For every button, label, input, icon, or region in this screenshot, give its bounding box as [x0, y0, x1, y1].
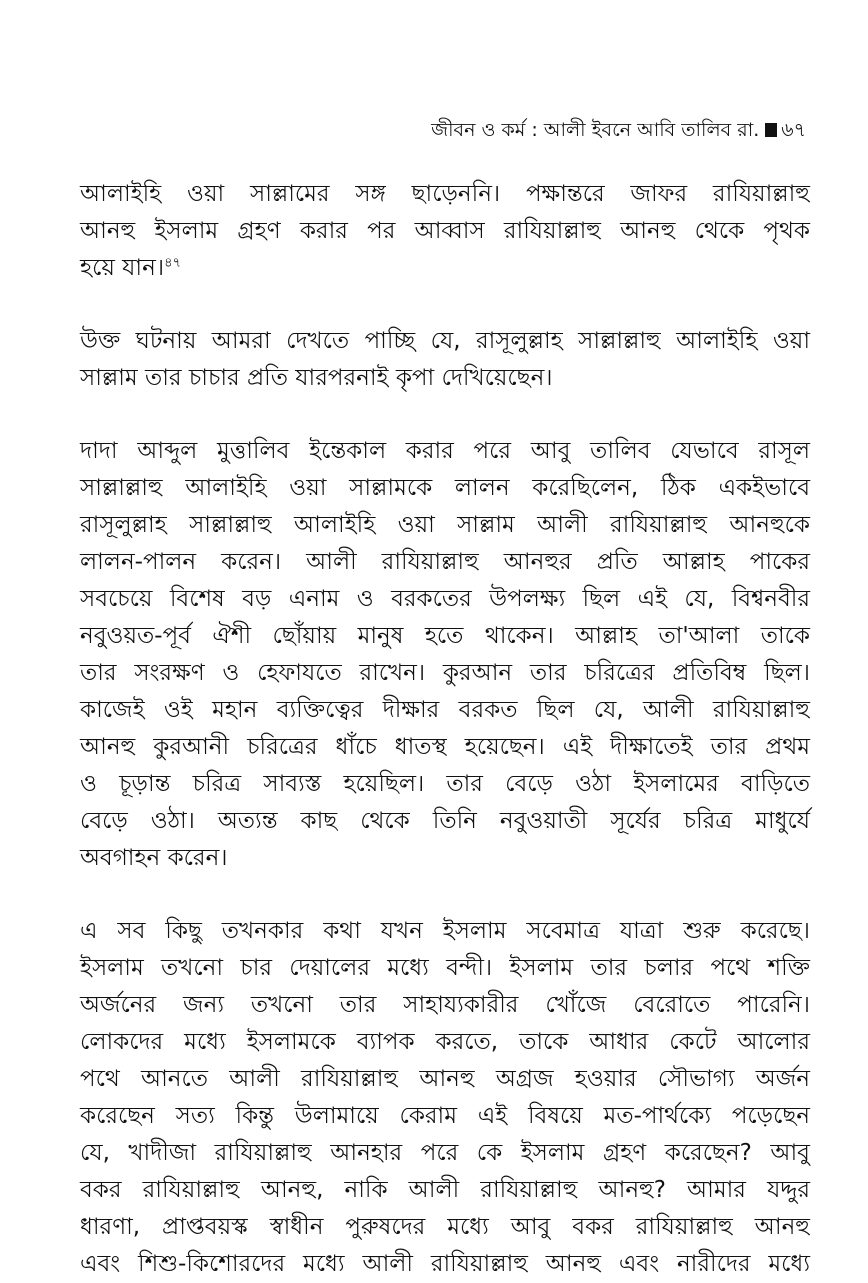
text-line: আলাইহি ওয়া সাল্লামের সঙ্গ ছাড়েননি। পক্ষান্তরে জাফর রাযিয়াল্লাহু — [80, 181, 810, 207]
text-line: আনহু কুরআনী চরিত্রের ধাঁচে ধাতস্থ হয়েছেন। এই দীক্ষাতেই তার প্রথম — [80, 734, 810, 760]
text-line: অর্জনের জন্য তখনো তার সাহায্যকারীর খোঁজে বেরোতে পারেনি। — [80, 992, 810, 1018]
text-line: উক্ত ঘটনায় আমরা দেখতে পাচ্ছি যে, রাসূলুল্লাহ সাল্লাল্লাহু আলাইহি ওয়া — [80, 328, 810, 354]
paragraph-2 — [80, 323, 810, 397]
text-line: দাদা আব্দুল মুত্তালিব ইন্তেকাল করার পরে আবু তালিব যেভাবে রাসূল — [80, 438, 810, 464]
text-line: লোকদের মধ্যে ইসলামকে ব্যাপক করতে, তাকে আধার কেটে আলোর — [80, 1029, 810, 1055]
text-line: ধারণা, প্রাপ্তবয়স্ক স্বাধীন পুরুষদের মধ্যে আবু বকর রাযিয়াল্লাহু আনহু — [80, 1214, 810, 1240]
text-line: রাসূলুল্লাহ সাল্লাল্লাহু আলাইহি ওয়া সাল্লাম আলী রাযিয়াল্লাহু আনহুকে — [80, 512, 810, 538]
text-line: অবগাহন করেন। — [80, 845, 228, 871]
text-line: সবচেয়ে বিশেষ বড় এনাম ও বরকতের উপলক্ষ্য ছিল এই যে, বিশ্বনবীর — [80, 586, 810, 612]
text-line: সাল্লাম তার চাচার প্রতি যারপরনাই কৃপা দেখিয়েছেন। — [80, 365, 553, 391]
text-line: এ সব কিছু তখনকার কথা যখন ইসলাম সবেমাত্র যাত্রা শুরু করেছে। — [80, 918, 810, 944]
paragraph-4 — [80, 913, 810, 1283]
text-line — [80, 250, 810, 287]
text-line: এবং শিশু-কিশোরদের মধ্যে আলী রাযিয়াল্লাহু আনহু এবং নারীদের মধ্যে — [80, 1251, 810, 1277]
text-line: সাল্লাল্লাহু আলাইহি ওয়া সাল্লামকে লালন করেছিলেন, ঠিক একইভাবে — [80, 475, 810, 501]
text-line: নবুওয়ত-পূর্ব ঐশী ছোঁয়ায় মানুষ হতে থাকেন। আল্লাহ তা'আলা তাকে — [80, 623, 810, 649]
text-line: বেড়ে ওঠা। অত্যন্ত কাছ থেকে তিনি নবুওয়াতী সূর্যের চরিত্র মাধুর্যে — [80, 808, 810, 834]
text-line: পথে আনতে আলী রাযিয়াল্লাহু আনহু অগ্রজ হওয়ার সৌভাগ্য অর্জন — [80, 1066, 810, 1092]
text-line: তার সংরক্ষণ ও হেফাযতে রাখেন। কুরআন তার চরিত্রের প্রতিবিম্ব ছিল। — [80, 660, 810, 686]
text-line: ইসলাম তখনো চার দেয়ালের মধ্যে বন্দী। ইসলাম তার চলার পথে শক্তি — [80, 955, 810, 981]
text-line-content: হয়ে যান। — [80, 255, 165, 281]
header-square-mark — [765, 123, 777, 137]
paragraph-gap — [80, 287, 810, 323]
text-line: যে, খাদীজা রাযিয়াল্লাহু আনহার পরে কে ইসলাম গ্রহণ করেছেন? আবু — [80, 1140, 810, 1166]
paragraph-3 — [80, 433, 810, 877]
header-title: জীবন ও কর্ম : আলী ইবনে আবি তালিব রা. — [431, 119, 760, 141]
page-number: ৬৭ — [781, 119, 806, 141]
text-line: লালন-পালন করেন। আলী রাযিয়াল্লাহু আনহুর প্রতি আল্লাহ পাকের — [80, 549, 810, 575]
text-line: আনহু ইসলাম গ্রহণ করার পর আব্বাস রাযিয়াল্লাহু আনহু থেকে পৃথক — [80, 218, 810, 244]
text-line: করেছেন সত্য কিন্তু উলামায়ে কেরাম এই বিষয়ে মত-পার্থক্যে পড়েছেন — [80, 1103, 810, 1129]
paragraph-gap — [80, 397, 810, 433]
body-text — [80, 176, 810, 1283]
running-header — [431, 116, 806, 144]
text-line: ও চূড়ান্ত চরিত্র সাব্যস্ত হয়েছিল। তার বেড়ে ওঠা ইসলামের বাড়িতে — [80, 771, 810, 797]
footnote-reference[interactable]: ৪৭ — [164, 255, 181, 271]
text-line: বকর রাযিয়াল্লাহু আনহু, নাকি আলী রাযিয়াল্লাহু আনহু? আমার যদ্দুর — [80, 1177, 810, 1203]
text-line: কাজেই ওই মহান ব্যক্তিত্বের দীক্ষার বরকত ছিল যে, আলী রাযিয়াল্লাহু — [80, 697, 810, 723]
paragraph-1 — [80, 176, 810, 287]
paragraph-gap — [80, 877, 810, 913]
